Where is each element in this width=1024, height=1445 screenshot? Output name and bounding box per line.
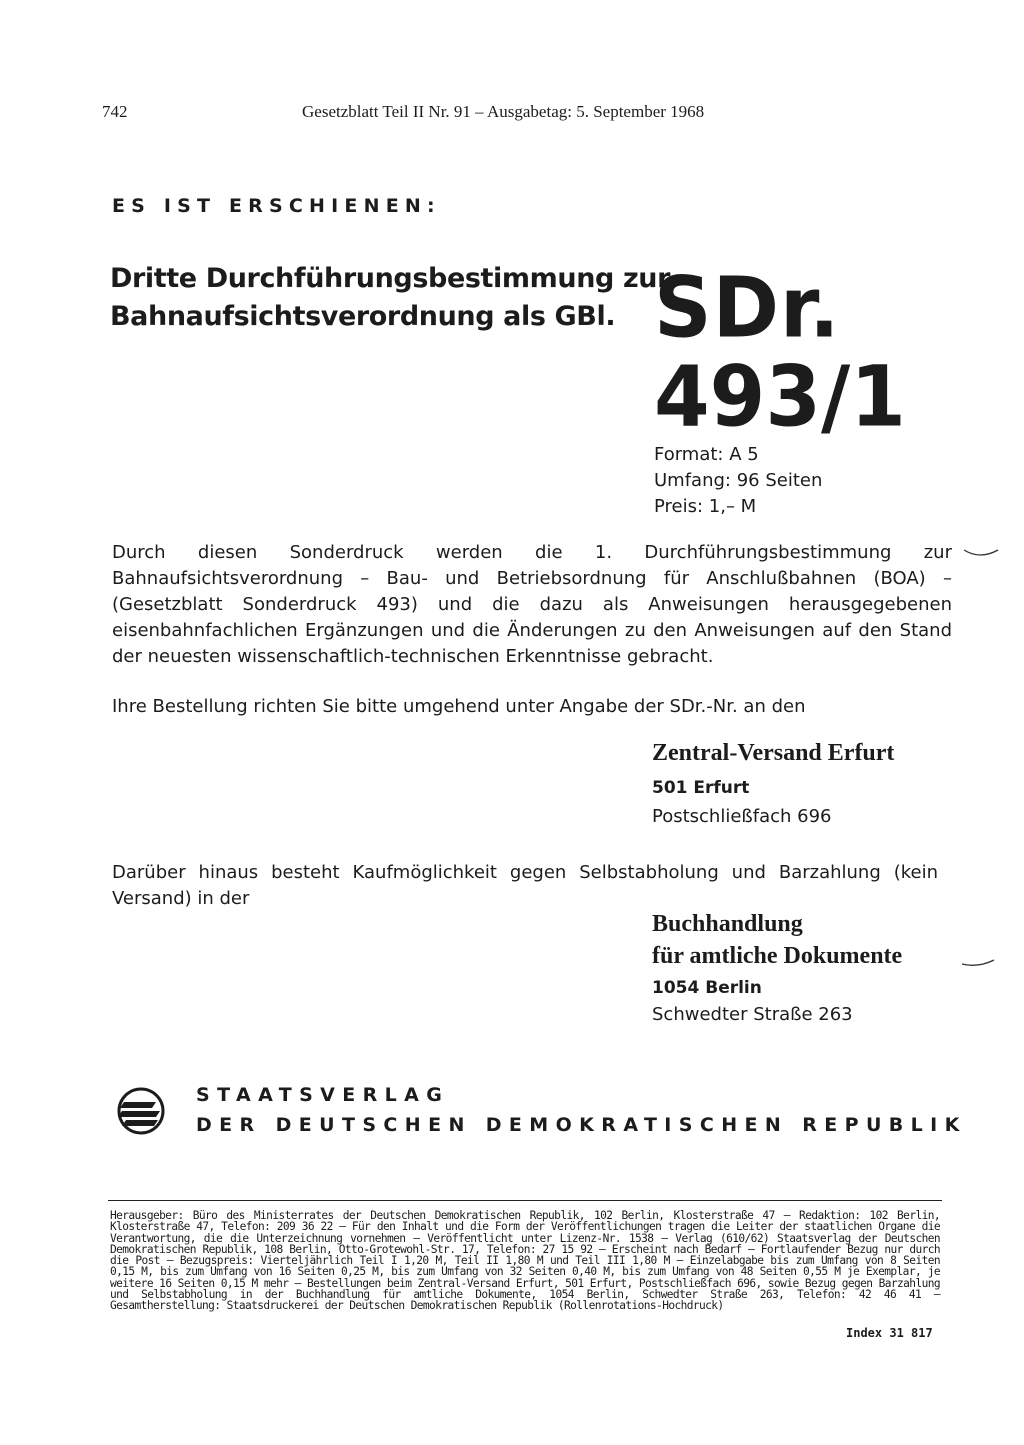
address2-name-line: Buchhandlung <box>652 911 803 937</box>
document-title-line: Dritte Durchführungsbestimmung zur <box>110 263 670 294</box>
gazette-header-title: Gesetzblatt Teil II Nr. 91 – Ausgabetag: 5. September 1968 <box>302 102 705 121</box>
document-title-line: Bahnaufsichtsverordnung als GBl. <box>110 301 616 332</box>
address2-city: 1054 Berlin <box>652 978 762 998</box>
spec-format: Format: A 5 <box>654 444 759 465</box>
spec-price: Preis: 1,– M <box>654 496 757 517</box>
address2-street: Schwedter Straße 263 <box>652 1004 853 1025</box>
sdr-number: 493/1 <box>654 347 906 446</box>
publisher-line: DER DEUTSCHEN DEMOKRATISCHEN REPUBLIK <box>196 1114 967 1136</box>
scan-mark <box>962 546 1002 560</box>
spec-extent: Umfang: 96 Seiten <box>654 470 823 491</box>
address2-name <box>652 908 902 972</box>
purchase-paragraph: Darüber hinaus besteht Kaufmöglichkeit gegen Selbstabholung und Barzahlung (kein Versand) in der <box>112 862 938 909</box>
address1-name: Zentral-Versand Erfurt <box>652 740 895 766</box>
address2-name-line: für amtliche Dokumente <box>652 943 903 969</box>
page-number: 742 <box>102 102 128 121</box>
address1-po-box: Postschließfach 696 <box>652 806 832 827</box>
announcement-heading: ES IST ERSCHIENEN: <box>112 195 441 217</box>
body-paragraph: Durch diesen Sonderdruck werden die 1. Durchführungsbestimmung zur Bahnaufsichtsverordnung – Bau- und Betriebsordnung für Anschlußbahnen (BOA) – (Gesetzblatt Sonderdruck 493) und die dazu als Anweisungen herausgegebenen eisenbahnfachlichen Ergänzungen und die Änderungen zu den Anweisungen auf den Stand der neuesten wissenschaftlich-technischen Erkenntnisse gebracht. <box>112 542 952 667</box>
scan-mark <box>960 956 1000 970</box>
footer-rule <box>108 1200 942 1201</box>
document-title <box>110 260 670 336</box>
staatsverlag-logo-icon <box>116 1086 166 1136</box>
publisher-line: STAATSVERLAG <box>196 1084 450 1106</box>
impressum: Herausgeber: Büro des Ministerrates der Deutschen Demokratischen Republik, 102 Berlin, Klosterstraße 47 – Redaktion: 102 Berlin, Klosterstraße 47, Telefon: 209 36 22 – Für den Inhalt und die Form der Veröffentlichungen tragen die Leiter der staatlichen Organe die Verantwortung, die die Unterzeichnung vornehmen – Veröffentlicht unter Lizenz-Nr. 1538 – Verlag (610/62) Staatsverlag der Deutschen Demokratischen Republik, 108 Berlin, Otto-Grotewohl-Str. 17, Telefon: 27 15 92 – Erscheint nach Bedarf – Fortlaufender Bezug nur durch die Post – Bezugspreis: Vierteljährlich Teil I 1,20 M, Teil II 1,80 M und Teil III 1,80 M – Einzelabgabe bis zum Umfang von 8 Seiten 0,15 M, bis zum Umfang von 16 Seiten 0,25 M, bis zum Umfang von 32 Seiten 0,40 M, bis zum Umfang von 48 Seiten 0,55 M je Exemplar, je weitere 16 Seiten 0,15 M mehr – Bestellungen beim Zentral-Versand Erfurt, 501 Erfurt, Postschließfach 696, sowie Bezug gegen Barzahlung und Selbstabholung in der Buchhandlung für amtliche Dokumente, 1054 Berlin, Schwedter Straße 263, Telefon: 42 46 41 – Gesamtherstellung: Staatsdruckerei der Deutschen Demokratischen Republik (Rollenrotations-Hochdruck) <box>110 1209 940 1313</box>
index-number: Index 31 817 <box>846 1326 933 1340</box>
order-instruction: Ihre Bestellung richten Sie bitte umgehend unter Angabe der SDr.-Nr. an den <box>112 696 806 717</box>
publication-specs <box>654 442 822 520</box>
address1-city: 501 Erfurt <box>652 778 750 798</box>
sdr-label: SDr. <box>654 258 841 357</box>
publisher-name <box>196 1080 967 1140</box>
